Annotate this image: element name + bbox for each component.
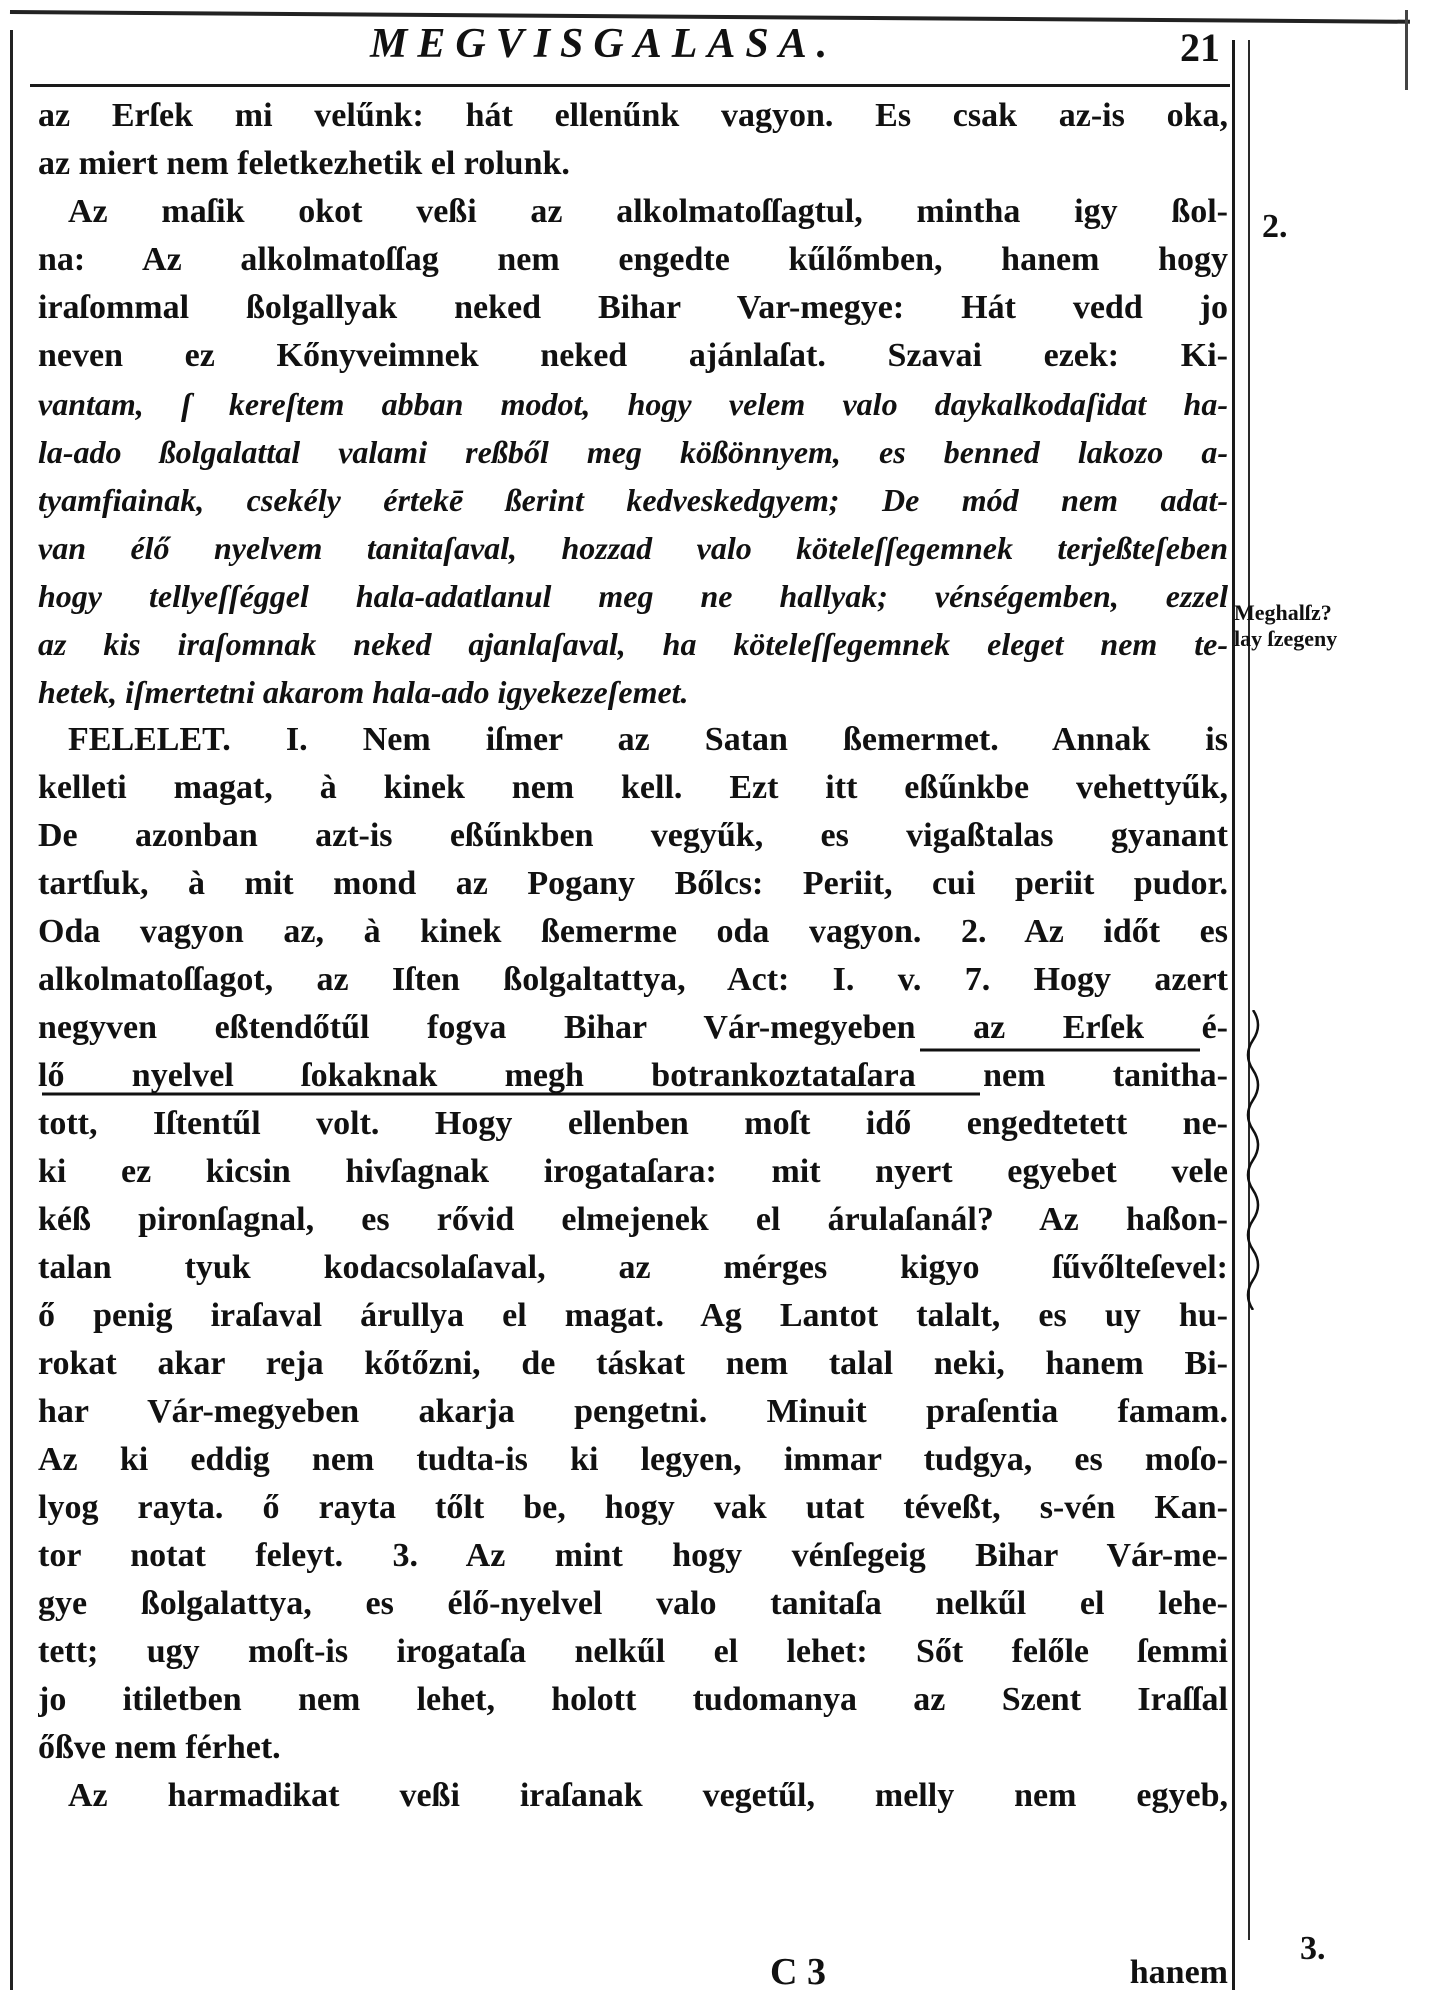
text-line: van élő nyelvem tanitaſaval, hozzad valo köteleſſegemnek terjeßteſeben <box>38 530 1228 566</box>
text-line: De azonban azt-is eßűnkben vegyűk, es vigaßtalas gyanant <box>38 817 1228 854</box>
page-header <box>360 20 1240 80</box>
text-line: hetek, iſmertetni akarom hala-ado igyekezeſemet. <box>38 674 689 710</box>
scan-edge-right <box>1405 10 1408 90</box>
text-line: lyog rayta. ő rayta tőlt be, hogy vak utat téveßt, s-vén Kan- <box>38 1489 1228 1526</box>
margin-note-meghalsz-line1: Meghalſz? <box>1234 600 1332 625</box>
scan-edge-left <box>10 30 13 1990</box>
margin-note-3: 3. <box>1300 1930 1326 1967</box>
text-line: lő nyelvel ſokaknak megh botrankoztataſara nem tanitha- <box>38 1057 1228 1094</box>
text-line: ő penig iraſaval árullya el magat. Ag Lantot talalt, es uy hu- <box>38 1297 1228 1334</box>
text-line: hogy tellyeſſéggel hala-adatlanul meg ne hallyak; vénségemben, ezzel <box>38 578 1228 614</box>
handwritten-wavy-mark <box>1238 1010 1268 1310</box>
text-line: tott, Iſtentűl volt. Hogy ellenben moſt idő engedtetett ne- <box>38 1105 1228 1142</box>
text-line: gye ßolgalattya, es élő-nyelvel valo tanitaſa nelkűl el lehe- <box>38 1585 1228 1622</box>
text-line: Az maſik okot veßi az alkolmatoſſagtul, mintha igy ßol- <box>68 193 1228 230</box>
text-line: alkolmatoſſagot, az Iſten ßolgaltattya, Act: I. v. 7. Hogy azert <box>38 961 1228 998</box>
text-line: ki ez kicsin hivſagnak irogataſara: mit nyert egyebet vele <box>38 1153 1228 1190</box>
text-line: na: Az alkolmatoſſag nem engedte kűlőmben, hanem hogy <box>38 241 1228 278</box>
text-line: iraſommal ßolgallyak neked Bihar Var-megye: Hát vedd jo <box>38 289 1228 326</box>
text-line: rokat akar reja kőtőzni, de táskat nem talal neki, hanem Bi- <box>38 1345 1228 1382</box>
text-line: negyven eßtendőtűl fogva Bihar Vár-megyeben az Erſek é- <box>38 1009 1228 1046</box>
page-number: 21 <box>1180 25 1220 70</box>
text-line: az kis iraſomnak neked ajanlaſaval, ha köteleſſegemnek eleget nem te- <box>38 626 1228 662</box>
text-frame-rule <box>1232 40 1235 1990</box>
margin-note-meghalsz-line2: lay ſzegeny <box>1234 626 1338 651</box>
text-line: neven ez Kőnyveimnek neked ajánlaſat. Szavai ezek: Ki- <box>38 337 1228 374</box>
signature-mark: C 3 <box>770 1951 826 1993</box>
text-line: la-ado ßolgalattal valami reßből meg kößönnyem, es benned lakozo a- <box>38 434 1228 470</box>
text-line: Az ki eddig nem tudta-is ki legyen, immar tudgya, es moſo- <box>38 1441 1228 1478</box>
text-line: talan tyuk kodacsolaſaval, az mérges kigyo ſűvőlteſevel: <box>38 1249 1228 1286</box>
text-line: kéß pironſagnal, es rővid elmejenek el árulaſanál? Az haßon- <box>38 1201 1228 1238</box>
catchword: hanem <box>1129 1954 1228 1991</box>
header-rule <box>30 84 1230 87</box>
running-title: MEGVISGALASA. <box>370 21 838 67</box>
text-line: FELELET. I. Nem iſmer az Satan ßemermet. Annak is <box>68 721 1228 758</box>
main-text-block <box>38 92 1228 1820</box>
text-line: Oda vagyon az, à kinek ßemerme oda vagyon. 2. Az időt es <box>38 913 1228 950</box>
text-line: tett; ugy moſt-is irogataſa nelkűl el lehet: Sőt felőle ſemmi <box>38 1633 1228 1670</box>
text-line: har Vár-megyeben akarja pengetni. Minuit praſentia famam. <box>38 1393 1228 1430</box>
text-line: Az harmadikat veßi iraſanak vegetűl, melly nem egyeb, <box>68 1777 1228 1814</box>
handwritten-underline <box>40 1048 1240 1108</box>
text-line: az miert nem feletkezhetik el rolunk. <box>38 145 570 182</box>
text-line: tartſuk, à mit mond az Pogany Bőlcs: Periit, cui periit pudor. <box>38 865 1228 902</box>
text-line: vantam, ſ kereſtem abban modot, hogy velem valo daykalkodaſidat ha- <box>38 386 1228 422</box>
text-line: kelleti magat, à kinek nem kell. Ezt itt eßűnkbe vehettyűk, <box>38 769 1228 806</box>
text-line: őßve nem férhet. <box>38 1729 281 1766</box>
text-line: tyamfiainak, csekély értekē ßerint kedveskedgyem; De mód nem adat- <box>38 482 1228 518</box>
text-line: tor notat feleyt. 3. Az mint hogy vénſegeig Bihar Vár-me- <box>38 1537 1228 1574</box>
text-line: az Erſek mi velűnk: hát ellenűnk vagyon. Es csak az-is oka, <box>38 97 1228 134</box>
margin-note-2: 2. <box>1262 208 1288 245</box>
margin-frame-rule <box>1248 40 1250 1940</box>
text-line: jo itiletben nem lehet, holott tudomanya az Szent Iraſſal <box>38 1681 1228 1718</box>
page-footer <box>760 1950 1240 2000</box>
margin-note-meghalsz <box>1234 600 1414 652</box>
